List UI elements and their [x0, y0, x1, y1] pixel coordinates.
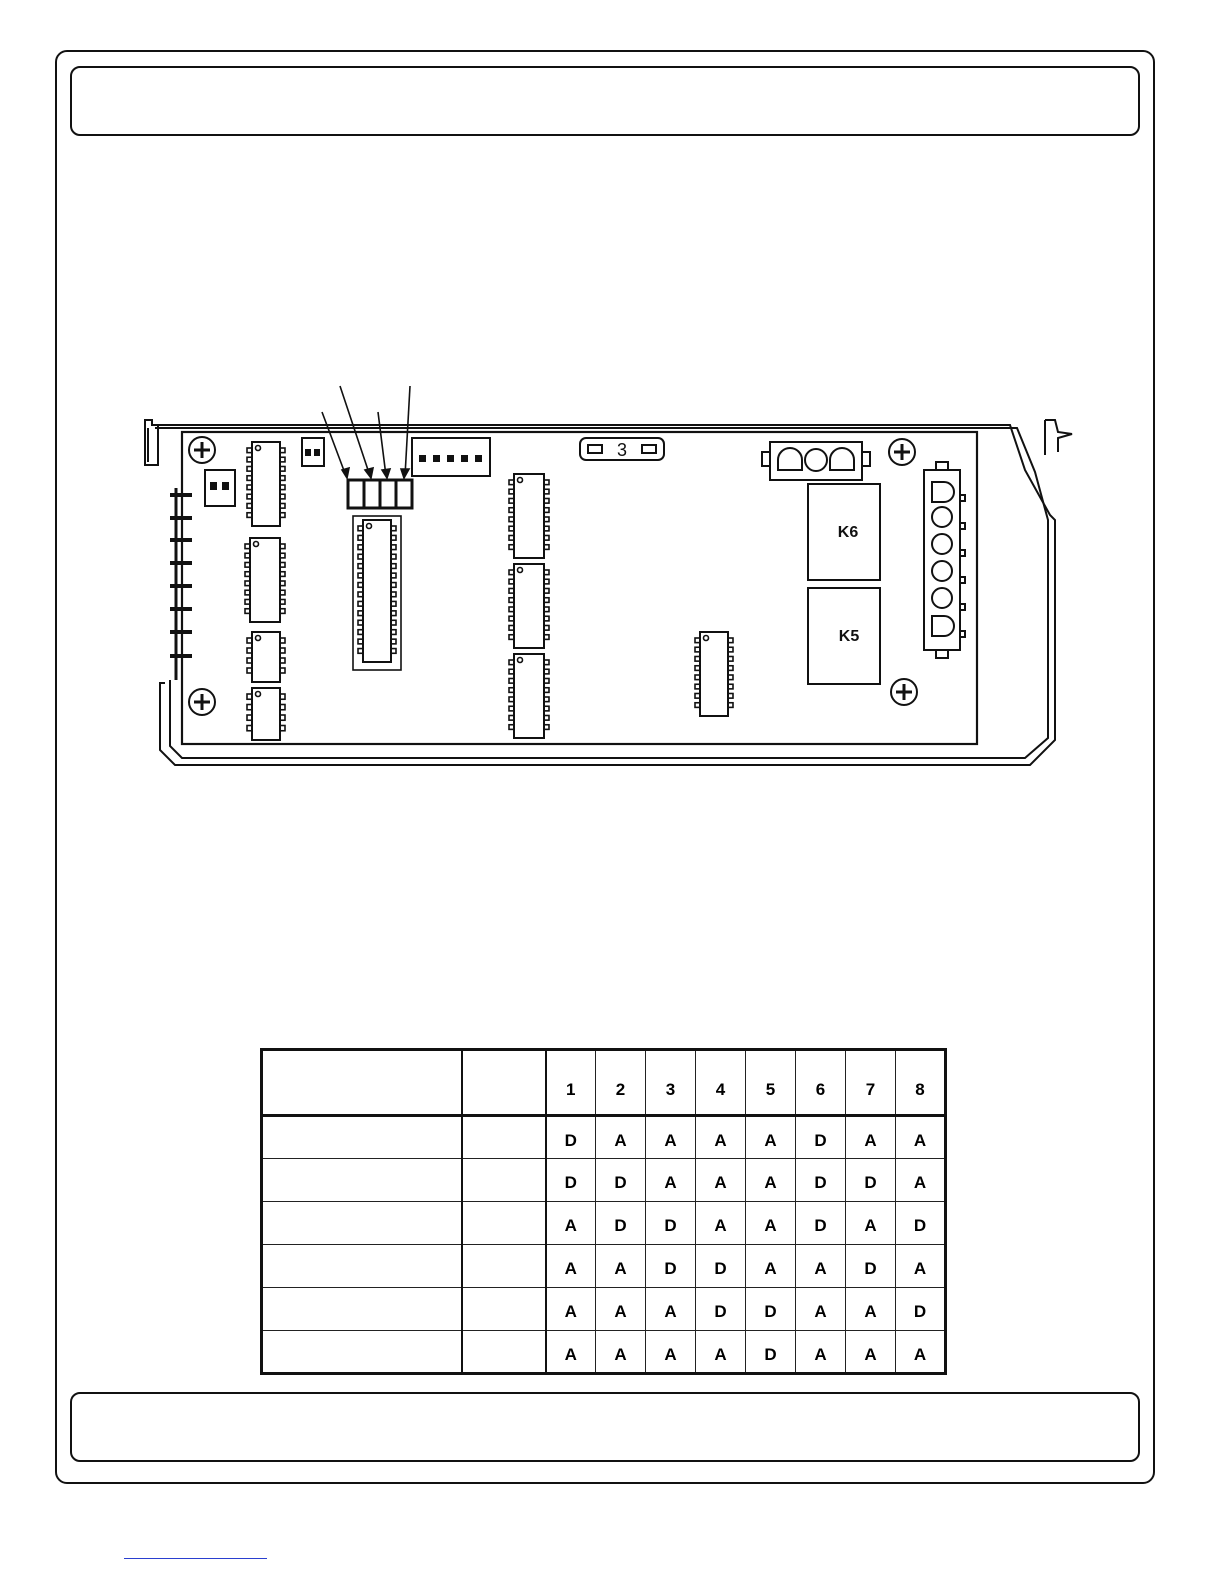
ic-chip: [247, 688, 285, 740]
switch-setting-cell: A: [546, 1202, 596, 1245]
ic-pin: [509, 725, 514, 730]
switch-setting-cell: A: [796, 1331, 846, 1374]
ic-pin: [509, 716, 514, 721]
switch-setting-cell: A: [896, 1116, 946, 1159]
ic-chip: [509, 474, 549, 558]
ic-pin: [280, 467, 285, 472]
ic-pin: [280, 457, 285, 462]
ic-pin1-dot: [254, 542, 259, 547]
switch-setting-cell: A: [646, 1288, 696, 1331]
table-row: [262, 1159, 946, 1202]
ic-pin: [544, 669, 549, 674]
ic-pin: [509, 536, 514, 541]
switch-setting-cell: D: [796, 1159, 846, 1202]
row-label-cell: [262, 1288, 462, 1331]
switch-setting-cell: A: [746, 1245, 796, 1288]
ic-pin1-dot: [256, 692, 261, 697]
ic-pin: [280, 658, 285, 663]
ic-pin: [509, 579, 514, 584]
ic-pin: [247, 448, 252, 453]
ic-chip: [509, 564, 549, 648]
ic-body: [700, 632, 728, 716]
pin-header-5: [412, 438, 490, 476]
ic-pin: [391, 620, 396, 625]
ic-pin: [728, 675, 733, 680]
ic-pin: [509, 570, 514, 575]
ic-pin: [695, 694, 700, 699]
ic-chips: [245, 442, 733, 740]
ic-chip: [353, 516, 401, 670]
ic-pin: [280, 544, 285, 549]
jumper-3: [580, 438, 664, 460]
ic-pin: [358, 554, 363, 559]
ic-pin: [280, 705, 285, 710]
ic-pin: [544, 526, 549, 531]
chassis-right-tab: [1045, 420, 1072, 455]
ic-pin: [509, 545, 514, 550]
ic-pin: [391, 649, 396, 654]
switch-setting-cell: D: [696, 1245, 746, 1288]
ic-pin: [544, 589, 549, 594]
ic-pin: [509, 669, 514, 674]
ic-pin: [247, 658, 252, 663]
row-label-cell: [262, 1159, 462, 1202]
ic-pin: [509, 635, 514, 640]
relay-k5: [808, 588, 880, 684]
ic-pin: [509, 679, 514, 684]
ic-pin: [695, 703, 700, 708]
ic-pin: [509, 607, 514, 612]
ic-pin: [358, 611, 363, 616]
ic-pin: [509, 626, 514, 631]
switch-setting-cell: A: [896, 1331, 946, 1374]
switch-setting-cell: A: [596, 1331, 646, 1374]
header-panel: [70, 66, 1140, 136]
switch-column-header: 3: [646, 1050, 696, 1116]
row-blank-cell: [462, 1159, 546, 1202]
ic-pin: [245, 609, 250, 614]
ic-pin: [695, 647, 700, 652]
ic-pin: [247, 726, 252, 731]
switch-setting-cell: A: [796, 1288, 846, 1331]
switch-setting-cell: A: [696, 1116, 746, 1159]
switch-setting-cell: A: [546, 1331, 596, 1374]
switch-setting-cell: D: [846, 1159, 896, 1202]
ic-pin: [358, 564, 363, 569]
ic-pin: [544, 536, 549, 541]
circuit-board-diagram: [130, 380, 1080, 775]
chassis-inner-outline: [155, 428, 1048, 758]
ic-pin: [728, 666, 733, 671]
ic-pin: [247, 694, 252, 699]
ic-pin: [391, 601, 396, 606]
ic-pin: [509, 480, 514, 485]
ic-pin: [358, 583, 363, 588]
switch-setting-cell: D: [596, 1159, 646, 1202]
ic-pin: [358, 630, 363, 635]
switch-column-header: 8: [896, 1050, 946, 1116]
power-connector-3: [762, 442, 870, 480]
ic-pin: [358, 620, 363, 625]
switch-setting-cell: A: [546, 1245, 596, 1288]
ic-pin: [280, 715, 285, 720]
ic-pin: [509, 526, 514, 531]
ic-pin: [358, 526, 363, 531]
relay-k6-label: K6: [837, 524, 859, 541]
ic-pin: [358, 592, 363, 597]
switch-setting-cell: A: [696, 1202, 746, 1245]
ic-pin: [544, 688, 549, 693]
ic-pin: [247, 504, 252, 509]
ic-pin1-dot: [256, 446, 261, 451]
ic-pin: [544, 570, 549, 575]
ic-pin: [247, 476, 252, 481]
ic-pin: [509, 688, 514, 693]
switch-setting-cell: A: [896, 1245, 946, 1288]
ic-pin: [544, 679, 549, 684]
ic-pin: [544, 598, 549, 603]
ic-pin: [391, 564, 396, 569]
ic-pin: [544, 635, 549, 640]
ic-pin: [544, 706, 549, 711]
ic-pin: [280, 504, 285, 509]
ic-pin: [391, 583, 396, 588]
ic-pin: [358, 639, 363, 644]
ic-pin: [391, 611, 396, 616]
ic-body: [514, 654, 544, 738]
ic-pin: [509, 517, 514, 522]
ic-pin: [280, 726, 285, 731]
row-label-cell: [262, 1331, 462, 1374]
ic-chip: [245, 538, 285, 622]
ic-pin: [391, 526, 396, 531]
ic-pin: [544, 489, 549, 494]
ic-pin: [245, 553, 250, 558]
ic-pin: [247, 638, 252, 643]
ic-pin: [280, 513, 285, 518]
switch-setting-cell: A: [696, 1159, 746, 1202]
switch-setting-cell: A: [846, 1331, 896, 1374]
switch-setting-cell: A: [796, 1245, 846, 1288]
ic-pin: [280, 668, 285, 673]
ic-pin: [245, 563, 250, 568]
jumper-3-label: 3: [616, 440, 628, 460]
switch-setting-cell: A: [846, 1202, 896, 1245]
ic-pin1-dot: [518, 478, 523, 483]
ic-pin: [544, 697, 549, 702]
switch-column-header: 5: [746, 1050, 796, 1116]
switch-setting-cell: D: [746, 1288, 796, 1331]
ic-pin: [358, 545, 363, 550]
ic-pin: [544, 480, 549, 485]
ic-pin: [280, 638, 285, 643]
footer-underline: [124, 1558, 267, 1559]
ic-pin: [358, 649, 363, 654]
switch-setting-cell: A: [646, 1159, 696, 1202]
ic-pin: [728, 703, 733, 708]
row-label-cell: [262, 1116, 462, 1159]
ic-pin: [544, 660, 549, 665]
row-label-cell: [262, 1202, 462, 1245]
switch-setting-cell: D: [696, 1288, 746, 1331]
ic-chip: [247, 442, 285, 526]
ic-pin: [544, 616, 549, 621]
switch-setting-cell: A: [596, 1288, 646, 1331]
ic-pin: [509, 706, 514, 711]
ic-pin1-dot: [518, 658, 523, 663]
table-header-row: [262, 1050, 946, 1116]
table-row: [262, 1116, 946, 1159]
ic-pin: [509, 499, 514, 504]
ic-pin1-dot: [704, 636, 709, 641]
switch-setting-cell: A: [596, 1116, 646, 1159]
switch-setting-cell: D: [846, 1245, 896, 1288]
ic-pin: [280, 609, 285, 614]
switch-setting-cell: A: [696, 1331, 746, 1374]
ic-pin: [695, 675, 700, 680]
switch-column-header: 1: [546, 1050, 596, 1116]
ic-body: [252, 442, 280, 526]
switch-column-header: 2: [596, 1050, 646, 1116]
ic-pin: [544, 508, 549, 513]
switch-setting-cell: D: [596, 1202, 646, 1245]
ic-pin: [280, 572, 285, 577]
row-blank-cell: [462, 1202, 546, 1245]
ic-pin: [280, 600, 285, 605]
ic-chip: [695, 632, 733, 716]
switch-setting-cell: A: [746, 1116, 796, 1159]
switch-setting-cell: D: [646, 1245, 696, 1288]
ic-pin: [245, 581, 250, 586]
ic-pin: [245, 600, 250, 605]
ic-pin: [728, 647, 733, 652]
ic-pin: [509, 616, 514, 621]
dip-switch-bank: [348, 480, 412, 508]
ic-pin: [391, 554, 396, 559]
ic-pin: [391, 639, 396, 644]
screw-top-left: [189, 437, 215, 463]
ic-socket: [353, 516, 401, 670]
table-row: [262, 1288, 946, 1331]
ic-pin: [391, 630, 396, 635]
relay-k6: [808, 484, 880, 580]
footer-panel: [70, 1392, 1140, 1462]
switch-setting-cell: A: [596, 1245, 646, 1288]
jumper-block-1: [205, 470, 235, 506]
switch-setting-cell: A: [646, 1116, 696, 1159]
header-cell: [262, 1050, 462, 1116]
switch-setting-cell: A: [746, 1159, 796, 1202]
ic-pin: [728, 694, 733, 699]
ic-pin: [247, 513, 252, 518]
row-blank-cell: [462, 1116, 546, 1159]
switch-column-header: 6: [796, 1050, 846, 1116]
screw-bottom-left: [189, 689, 215, 715]
ic-pin: [280, 563, 285, 568]
ic-pin: [280, 648, 285, 653]
ic-body: [250, 538, 280, 622]
ic-pin: [695, 684, 700, 689]
ic-pin: [544, 725, 549, 730]
ic-pin: [509, 589, 514, 594]
ic-pin: [728, 684, 733, 689]
screw-bottom-right: [891, 679, 917, 705]
ic-pin: [247, 715, 252, 720]
ic-chip: [247, 632, 285, 682]
ic-pin: [544, 607, 549, 612]
ic-body: [363, 520, 391, 662]
switch-column-header: 4: [696, 1050, 746, 1116]
ic-pin: [509, 697, 514, 702]
ic-pin: [247, 668, 252, 673]
ic-pin: [280, 485, 285, 490]
ic-pin: [245, 572, 250, 577]
ic-pin: [544, 626, 549, 631]
ic-pin: [280, 590, 285, 595]
ic-chip: [509, 654, 549, 738]
ic-pin: [544, 545, 549, 550]
ic-pin: [247, 494, 252, 499]
ic-pin: [391, 535, 396, 540]
ic-pin: [247, 705, 252, 710]
switch-setting-cell: D: [896, 1202, 946, 1245]
ic-pin: [509, 598, 514, 603]
switch-setting-cell: A: [846, 1116, 896, 1159]
ic-pin: [728, 638, 733, 643]
ic-pin: [358, 573, 363, 578]
ic-pin1-dot: [367, 524, 372, 529]
ic-pin: [358, 535, 363, 540]
ic-pin: [245, 544, 250, 549]
ic-pin: [247, 467, 252, 472]
ic-pin: [280, 694, 285, 699]
ic-pin: [391, 573, 396, 578]
chassis-left-edge: [145, 425, 158, 465]
ic-pin: [695, 666, 700, 671]
ic-pin: [391, 592, 396, 597]
row-label-cell: [262, 1245, 462, 1288]
dip-switch-settings-table: [260, 1048, 947, 1375]
ic-pin: [245, 590, 250, 595]
switch-setting-cell: D: [646, 1202, 696, 1245]
ic-pin: [544, 579, 549, 584]
relay-k5-label: K5: [838, 628, 860, 645]
ic-pin1-dot: [518, 568, 523, 573]
table-row: [262, 1202, 946, 1245]
switch-setting-cell: D: [796, 1116, 846, 1159]
ic-pin: [280, 476, 285, 481]
switch-setting-cell: A: [646, 1331, 696, 1374]
ic-pin: [358, 601, 363, 606]
switch-setting-cell: A: [746, 1202, 796, 1245]
switch-column-header: 7: [846, 1050, 896, 1116]
switch-setting-cell: D: [796, 1202, 846, 1245]
ic-pin: [247, 457, 252, 462]
row-blank-cell: [462, 1245, 546, 1288]
ic-pin: [391, 545, 396, 550]
ic-pin: [280, 494, 285, 499]
switch-setting-cell: A: [896, 1159, 946, 1202]
ic-pin: [509, 489, 514, 494]
ic-body: [514, 564, 544, 648]
ic-pin: [280, 553, 285, 558]
screw-top-right: [889, 439, 915, 465]
ic-pin: [509, 508, 514, 513]
switch-setting-cell: D: [546, 1159, 596, 1202]
ic-body: [514, 474, 544, 558]
ic-pin: [544, 716, 549, 721]
ic-pin: [247, 485, 252, 490]
ic-pin: [695, 638, 700, 643]
ic-pin: [544, 499, 549, 504]
ic-pin1-dot: [256, 636, 261, 641]
ic-pin: [728, 657, 733, 662]
row-blank-cell: [462, 1288, 546, 1331]
ic-pin: [280, 581, 285, 586]
ic-pin: [695, 657, 700, 662]
ic-pin: [509, 660, 514, 665]
ic-pin: [544, 517, 549, 522]
switch-setting-cell: A: [846, 1288, 896, 1331]
switch-setting-cell: D: [746, 1331, 796, 1374]
row-blank-cell: [462, 1331, 546, 1374]
switch-setting-cell: A: [546, 1288, 596, 1331]
power-connector-6: [924, 462, 965, 658]
header-cell: [462, 1050, 546, 1116]
switch-setting-cell: D: [896, 1288, 946, 1331]
switch-setting-cell: D: [546, 1116, 596, 1159]
ic-pin: [247, 648, 252, 653]
table-row: [262, 1245, 946, 1288]
ic-pin: [280, 448, 285, 453]
table-row: [262, 1331, 946, 1374]
jumper-block-2: [302, 438, 324, 466]
